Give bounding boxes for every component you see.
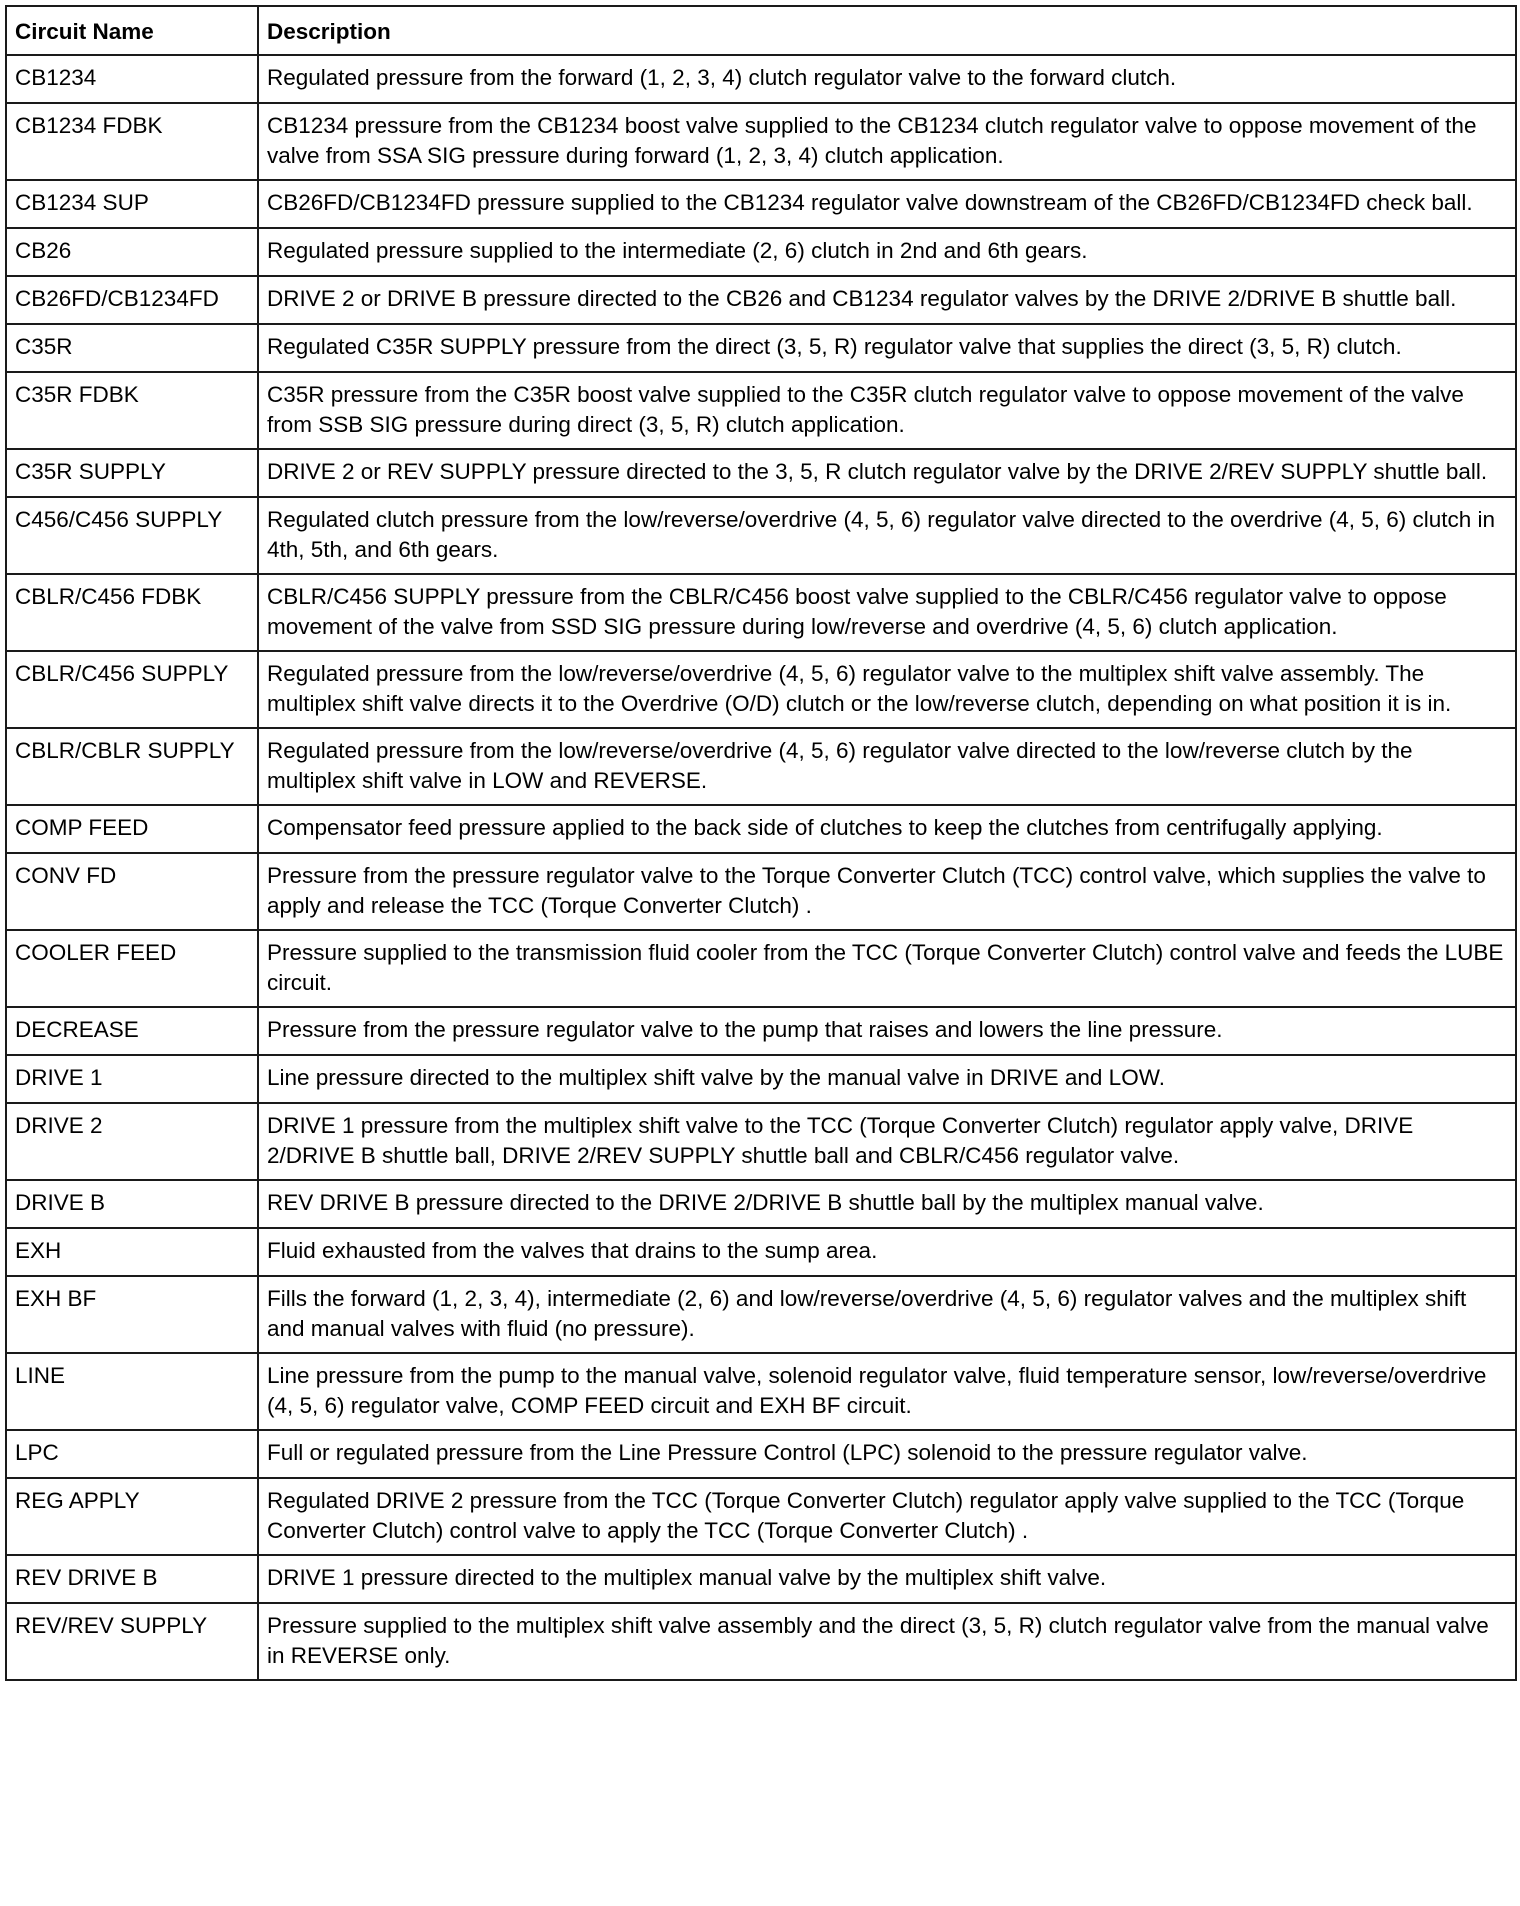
description-cell: DRIVE 1 pressure from the multiplex shift valve to the TCC (Torque Converter Clutch) regulator apply valve, DRIVE 2/DRIVE B shuttle ball, DRIVE 2/REV SUPPLY shuttle ball and CBLR/C456 regulator valve.	[258, 1103, 1516, 1180]
header-row	[6, 6, 1516, 55]
column-header-circuit-name: Circuit Name	[6, 6, 258, 55]
document-page	[5, 5, 1515, 1681]
description-cell: Pressure supplied to the transmission fluid cooler from the TCC (Torque Converter Clutch) control valve and feeds the LUBE circuit.	[258, 930, 1516, 1007]
table-row	[6, 449, 1516, 497]
description-cell: Pressure supplied to the multiplex shift valve assembly and the direct (3, 5, R) clutch regulator valve from the manual valve in REVERSE only.	[258, 1603, 1516, 1680]
circuit-table	[5, 5, 1517, 1681]
description-cell: DRIVE 2 or REV SUPPLY pressure directed to the 3, 5, R clutch regulator valve by the DRIVE 2/REV SUPPLY shuttle ball.	[258, 449, 1516, 497]
circuit-name-cell: REV DRIVE B	[6, 1555, 258, 1603]
table-row	[6, 228, 1516, 276]
circuit-name-cell: COMP FEED	[6, 805, 258, 853]
circuit-name-cell: DRIVE 2	[6, 1103, 258, 1180]
circuit-name-cell: EXH	[6, 1228, 258, 1276]
description-cell: DRIVE 1 pressure directed to the multiplex manual valve by the multiplex shift valve.	[258, 1555, 1516, 1603]
table-row	[6, 324, 1516, 372]
circuit-name-cell: C35R FDBK	[6, 372, 258, 449]
description-cell: CB1234 pressure from the CB1234 boost valve supplied to the CB1234 clutch regulator valve to oppose movement of the valve from SSA SIG pressure during forward (1, 2, 3, 4) clutch application.	[258, 103, 1516, 180]
circuit-name-cell: CBLR/C456 FDBK	[6, 574, 258, 651]
circuit-name-cell: DRIVE 1	[6, 1055, 258, 1103]
description-cell: Regulated pressure supplied to the intermediate (2, 6) clutch in 2nd and 6th gears.	[258, 228, 1516, 276]
table-row	[6, 1007, 1516, 1055]
table-row	[6, 1555, 1516, 1603]
description-cell: Fluid exhausted from the valves that drains to the sump area.	[258, 1228, 1516, 1276]
description-cell: Compensator feed pressure applied to the back side of clutches to keep the clutches from centrifugally applying.	[258, 805, 1516, 853]
circuit-name-cell: CB26	[6, 228, 258, 276]
circuit-name-cell: C456/C456 SUPPLY	[6, 497, 258, 574]
table-row	[6, 805, 1516, 853]
table-row	[6, 1103, 1516, 1180]
description-cell: Regulated C35R SUPPLY pressure from the direct (3, 5, R) regulator valve that supplies the direct (3, 5, R) clutch.	[258, 324, 1516, 372]
circuit-name-cell: EXH BF	[6, 1276, 258, 1353]
description-cell: CBLR/C456 SUPPLY pressure from the CBLR/C456 boost valve supplied to the CBLR/C456 regulator valve to oppose movement of the valve from SSD SIG pressure during low/reverse and overdrive (4, 5, 6) clutch application.	[258, 574, 1516, 651]
table-row	[6, 1478, 1516, 1555]
description-cell: Line pressure from the pump to the manual valve, solenoid regulator valve, fluid temperature sensor, low/reverse/overdrive (4, 5, 6) regulator valve, COMP FEED circuit and EXH BF circuit.	[258, 1353, 1516, 1430]
circuit-name-cell: CBLR/CBLR SUPPLY	[6, 728, 258, 805]
table-row	[6, 1603, 1516, 1680]
circuit-name-cell: REG APPLY	[6, 1478, 258, 1555]
circuit-name-cell: DECREASE	[6, 1007, 258, 1055]
table-row	[6, 1276, 1516, 1353]
table-row	[6, 372, 1516, 449]
table-row	[6, 1430, 1516, 1478]
circuit-name-cell: CBLR/C456 SUPPLY	[6, 651, 258, 728]
description-cell: Regulated clutch pressure from the low/reverse/overdrive (4, 5, 6) regulator valve directed to the overdrive (4, 5, 6) clutch in 4th, 5th, and 6th gears.	[258, 497, 1516, 574]
circuit-name-cell: CB1234 FDBK	[6, 103, 258, 180]
description-cell: CB26FD/CB1234FD pressure supplied to the CB1234 regulator valve downstream of the CB26FD/CB1234FD check ball.	[258, 180, 1516, 228]
table-row	[6, 1353, 1516, 1430]
table-row	[6, 497, 1516, 574]
table-row	[6, 853, 1516, 930]
description-cell: DRIVE 2 or DRIVE B pressure directed to the CB26 and CB1234 regulator valves by the DRIVE 2/DRIVE B shuttle ball.	[258, 276, 1516, 324]
description-cell: Regulated pressure from the forward (1, 2, 3, 4) clutch regulator valve to the forward clutch.	[258, 55, 1516, 103]
table-row	[6, 651, 1516, 728]
circuit-name-cell: COOLER FEED	[6, 930, 258, 1007]
description-cell: Regulated DRIVE 2 pressure from the TCC (Torque Converter Clutch) regulator apply valve supplied to the TCC (Torque Converter Clutch) control valve to apply the TCC (Torque Converter Clutch) .	[258, 1478, 1516, 1555]
circuit-name-cell: DRIVE B	[6, 1180, 258, 1228]
table-row	[6, 1228, 1516, 1276]
circuit-name-cell: LINE	[6, 1353, 258, 1430]
circuit-name-cell: CB26FD/CB1234FD	[6, 276, 258, 324]
circuit-name-cell: CB1234 SUP	[6, 180, 258, 228]
table-body	[6, 55, 1516, 1680]
description-cell: Line pressure directed to the multiplex shift valve by the manual valve in DRIVE and LOW.	[258, 1055, 1516, 1103]
circuit-name-cell: LPC	[6, 1430, 258, 1478]
description-cell: C35R pressure from the C35R boost valve supplied to the C35R clutch regulator valve to oppose movement of the valve from SSB SIG pressure during direct (3, 5, R) clutch application.	[258, 372, 1516, 449]
description-cell: Regulated pressure from the low/reverse/overdrive (4, 5, 6) regulator valve to the multiplex shift valve assembly. The multiplex shift valve directs it to the Overdrive (O/D) clutch or the low/reverse clutch, depending on what position it is in.	[258, 651, 1516, 728]
table-row	[6, 1180, 1516, 1228]
circuit-name-cell: REV/REV SUPPLY	[6, 1603, 258, 1680]
description-cell: Full or regulated pressure from the Line Pressure Control (LPC) solenoid to the pressure regulator valve.	[258, 1430, 1516, 1478]
table-row	[6, 103, 1516, 180]
description-cell: Pressure from the pressure regulator valve to the Torque Converter Clutch (TCC) control valve, which supplies the valve to apply and release the TCC (Torque Converter Clutch) .	[258, 853, 1516, 930]
table-row	[6, 276, 1516, 324]
circuit-name-cell: C35R SUPPLY	[6, 449, 258, 497]
description-cell: Pressure from the pressure regulator valve to the pump that raises and lowers the line pressure.	[258, 1007, 1516, 1055]
table-row	[6, 930, 1516, 1007]
table-row	[6, 1055, 1516, 1103]
description-cell: REV DRIVE B pressure directed to the DRIVE 2/DRIVE B shuttle ball by the multiplex manual valve.	[258, 1180, 1516, 1228]
description-cell: Regulated pressure from the low/reverse/overdrive (4, 5, 6) regulator valve directed to the low/reverse clutch by the multiplex shift valve in LOW and REVERSE.	[258, 728, 1516, 805]
column-header-description: Description	[258, 6, 1516, 55]
table-row	[6, 574, 1516, 651]
table-row	[6, 180, 1516, 228]
table-row	[6, 728, 1516, 805]
circuit-name-cell: CONV FD	[6, 853, 258, 930]
circuit-name-cell: C35R	[6, 324, 258, 372]
circuit-name-cell: CB1234	[6, 55, 258, 103]
description-cell: Fills the forward (1, 2, 3, 4), intermediate (2, 6) and low/reverse/overdrive (4, 5, 6) regulator valves and the multiplex shift and manual valves with fluid (no pressure).	[258, 1276, 1516, 1353]
table-row	[6, 55, 1516, 103]
